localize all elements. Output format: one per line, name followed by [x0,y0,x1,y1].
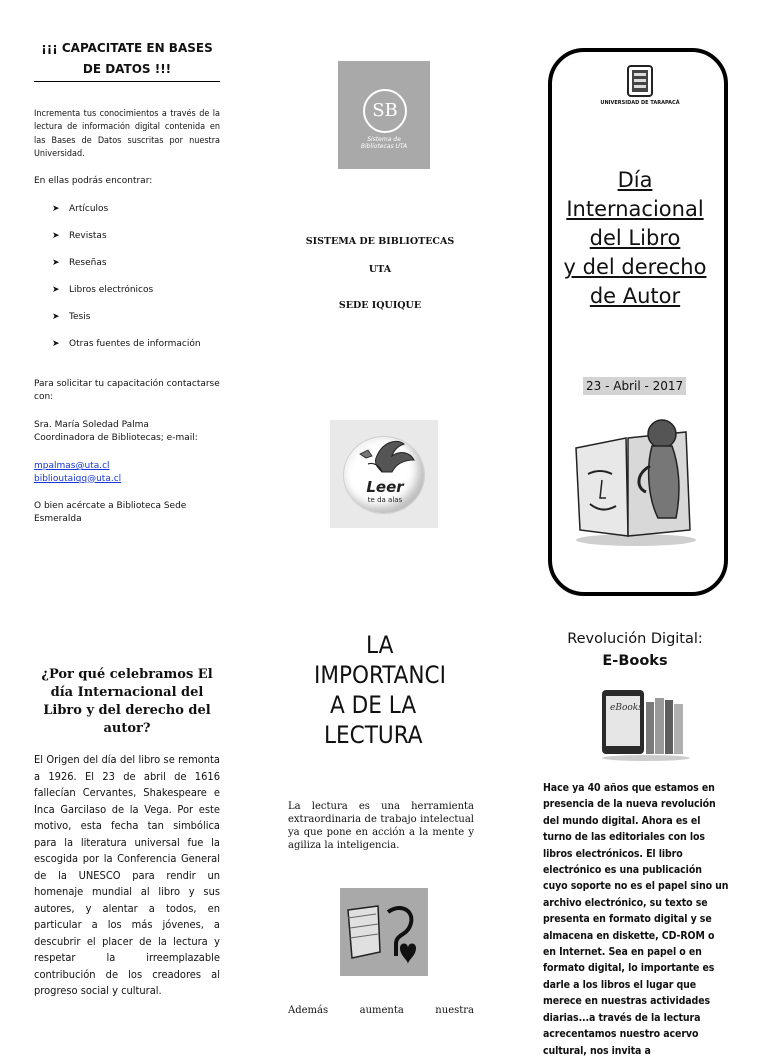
system-name: SISTEMA DE BIBLIOTECAS [305,236,455,247]
university-name: UNIVERSIDAD DE TARAPACÁ [600,100,680,106]
importance-title-line: LECTURA [324,721,423,749]
revolution-title-block [535,628,735,672]
day-title-line: y del derecho [563,255,707,279]
contact-name: Sra. María Soledad Palma [34,420,149,430]
resource-list [52,202,201,364]
importance-title-line: A DE LA [330,691,417,719]
capacitate-title-line2: DE DATOS !!! [82,62,172,76]
importance-title-line: IMPORTANCI [314,661,446,689]
list-item: ➤ Reseñas [52,258,107,268]
reading-illustration [340,888,428,976]
revolution-title: Revolución Digital: [567,631,703,647]
find-label: En ellas podrás encontrar: [34,176,153,186]
email-link-biblioteca[interactable]: biblioutaiqq@uta.cl [34,473,122,484]
day-title-line: Internacional [566,197,704,221]
day-title-line: Día [617,168,653,192]
university-crest-icon [600,64,680,120]
email-link-mpalmas[interactable]: mpalmas@uta.cl [34,461,110,471]
arrow-bullet-icon: ➤ [52,312,60,322]
ebook-illustration [596,688,696,762]
sb-logo-letters: SB [363,89,407,133]
campus-name: SEDE IQUIQUE [338,300,422,311]
arrow-bullet-icon: ➤ [52,339,60,349]
importance-title-line: LA [366,631,394,659]
list-item: ➤ Otras fuentes de información [52,339,201,349]
revolution-body: Hace ya 40 años que estamos en presencia de la nueva revolución del mundo digital. Ahora es el turno de las editoriales con los libros electrónicos. El libro electrónico es una publicación cuyo soporte no es el papel sino un archivo electrónico, su texto se presenta en formato digital y se almacena en diskette, CD-ROM o en Internet. Sea en papel o en formato digital, lo importante es darle a los libros el lugar que merece en nuestras actividades diarias...a través de la lectura acrecentamos nuestro acervo cultural, nos invita a [543,782,729,1057]
book-face-illustration [566,418,706,548]
arrow-bullet-icon: ➤ [52,285,60,295]
list-item: ➤ Artículos [52,204,109,214]
bird-icon [330,420,438,528]
contact-block [34,419,234,444]
list-item: ➤ Revistas [52,231,107,241]
ebook-label: eBooks [610,703,643,713]
capacitate-title [34,38,220,82]
why-title: ¿Por qué celebramos El día Internacional del Libro y del derecho del autor? [41,667,213,736]
why-body: El Origen del día del libro se remonta a 1926. El 23 de abril de 1616 fallecían Cervantes, Shakespeare e Inca Garcilaso de la Vega. Por este motivo, esta fecha tan simbólica para la literatura universal fue la escogida por la Conferencia General de la UNESCO para rendir un homenaje mundial al libro y sus autores, y alentar a todos, en particular a los más jóvenes, a descubrir el placer de la lectura y respetar la irreemplazable contribución de los creadores al progreso social y cultural. [34,753,220,997]
event-date: 23 - Abril - 2017 [583,377,686,395]
visit-text: O bien acércate a Biblioteca Sede Esmeralda [34,501,187,524]
capacitate-title-line1: ¡¡¡ CAPACITATE EN BASES [41,41,213,55]
leer-logo [330,420,438,528]
university-short: UTA [368,264,392,275]
list-item: ➤ Tesis [52,312,91,322]
list-item: ➤ Libros electrónicos [52,285,154,295]
importance-title [310,630,480,750]
importance-body: La lectura es una herramienta extraordinaria de trabajo intelectual ya que pone en acción a la mente y agiliza la inteligencia. [288,801,474,851]
email-links [34,460,121,485]
day-title [545,166,725,311]
sb-logo-caption: Sistema de Bibliotecas UTA [360,136,408,150]
leer-subtitle: te da alas [367,496,403,504]
arrow-bullet-icon: ➤ [52,258,60,268]
leer-word: Leer [366,478,404,496]
arrow-bullet-icon: ➤ [52,231,60,241]
capacitate-intro: Incrementa tus conocimientos a través de la lectura de información digital contenida en las Bases de Datos suscritas por nuestra Universidad. [34,109,220,160]
day-title-line: de Autor [589,284,681,308]
arrow-bullet-icon: ➤ [52,204,60,214]
revolution-subtitle: E-Books [602,653,668,669]
sb-logo [338,61,430,169]
request-text: Para solicitar tu capacitación contactarse con: [34,379,220,402]
contact-role: Coordinadora de Bibliotecas; e-mail: [34,432,198,443]
importance-more: Además aumenta nuestra [288,1005,474,1016]
day-title-line: del Libro [589,226,681,250]
